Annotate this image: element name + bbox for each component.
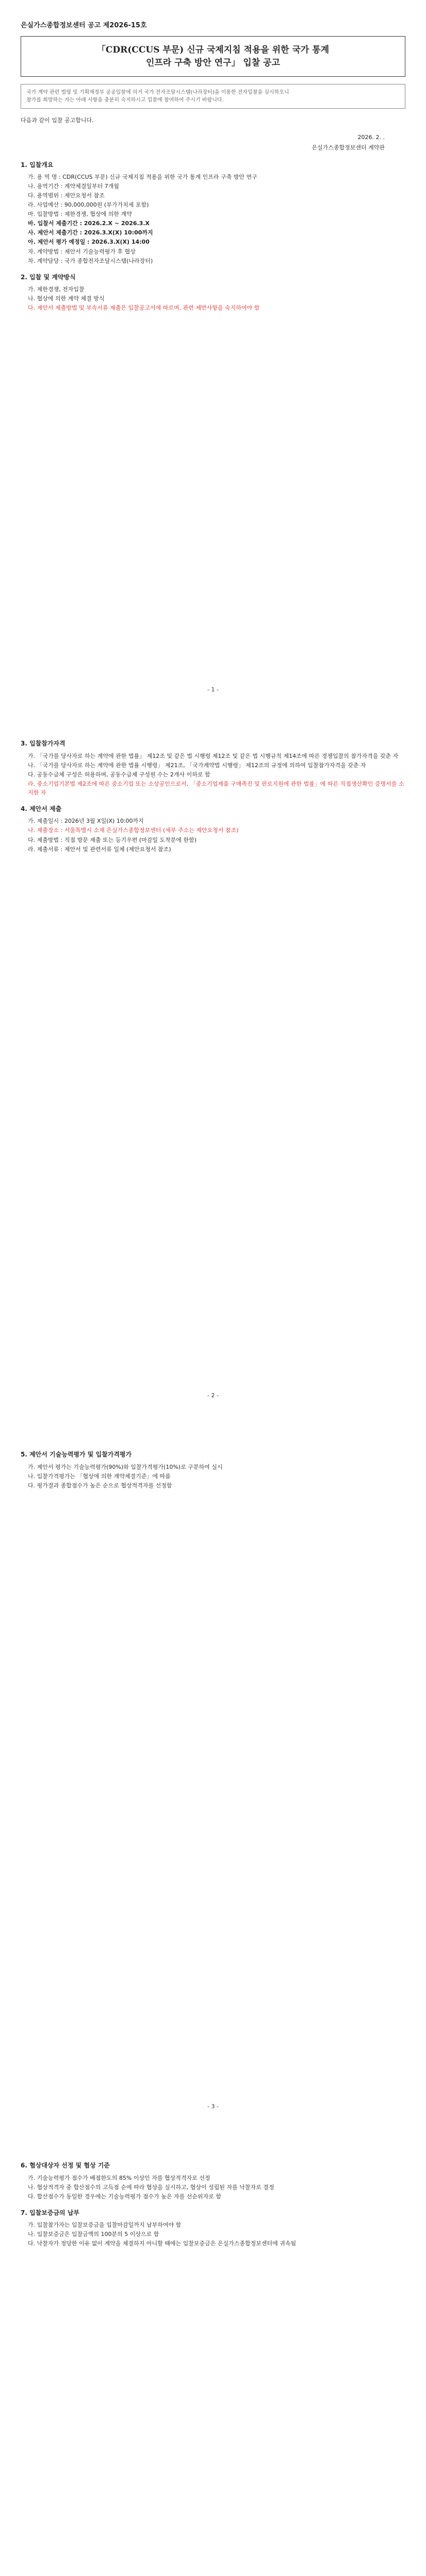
list-item: 다. 공동수급체 구성은 허용하며, 공동수급체 구성원 수는 2개사 이하로 함 (28, 771, 210, 778)
list-item: 나. 입찰가격평가는 「협상에 의한 계약체결기준」에 따름 (28, 1472, 171, 1480)
list-item: 아. 제안서 평가 예정일 : 2026.3.X(X) 14:00 (28, 239, 150, 246)
list-item: 나. 용역기간 : 계약체결일부터 7개월 (28, 183, 119, 190)
notice-org: 은실가스종합정보센터 계약관 (312, 144, 385, 151)
list-item: 나. 협상적격자 중 합산점수의 고득점 순에 따라 협상을 실시하고, 협상이 성립된 자를 낙찰자로 결정 (28, 2183, 274, 2191)
list-item: 다. 합산점수가 동일한 경우에는 기술능력평가 점수가 높은 자를 선순위자로 함 (28, 2193, 221, 2200)
section-heading: 2. 입찰 및 계약방식 (21, 273, 76, 281)
greeting: 다음과 같이 입찰 공고합니다. (21, 117, 94, 124)
list-item: 다. 낙찰자가 정당한 이유 없이 계약을 체결하지 아니할 때에는 입찰보증금은 은실가스종합정보센터에 귀속됨 (28, 2240, 297, 2247)
section-heading: 1. 입찰개요 (21, 161, 54, 168)
list-item: 가. 제안서 평가는 기술능력평가(90%)와 입찰가격평가(10%)로 구분하여 실시 (28, 1463, 223, 1470)
list-item: 다. 평가결과 종합점수가 높은 순으로 협상적격자를 선정함 (28, 1482, 172, 1489)
list-item: 가. 입찰참가자는 입찰보증금을 입찰마감일까지 납부하여야 함 (28, 2222, 182, 2229)
list-item: 다. 용역범위 : 제안요청서 참조 (28, 192, 105, 199)
list-item: 가. 용 역 명 : CDR(CCUS 부문) 신규 국제지침 적용을 위한 국가 통계 인프라 구축 방안 연구 (28, 174, 257, 181)
list-item: 다. 제안서 제출방법 및 부속서류 제출은 입찰공고서에 따르며, 관련 제반사항을 숙지하여야 함 (28, 304, 260, 312)
list-item: 라. 사업예산 : 90,000,000원 (부가가치세 포함) (28, 201, 149, 209)
section-heading: 4. 제안서 제출 (21, 805, 62, 812)
notice-date: 2026. 2. . (357, 134, 385, 141)
list-item: 가. 제출일시 : 2026년 3월 X일(X) 10:00까지 (28, 818, 144, 825)
list-item: 라. 중소기업기본법 제2조에 따른 중소기업 또는 소상공인으로서, 「중소기업제품 구매촉진 및 판로지원에 관한 법률」에 따른 직접생산확인 증명서를 소지한 자 (28, 780, 404, 796)
list-item: 라. 제출서류 : 제안서 및 관련서류 일체 (제안요청서 참조) (28, 845, 171, 853)
section-heading: 5. 제안서 기술능력평가 및 입찰가격평가 (21, 1451, 132, 1458)
list-item: 차. 계약담당 : 국가 종합전자조달시스템(나라장터) (28, 257, 153, 264)
document-title: 「CDR(CCUS 부문) 신규 국제지침 적용을 위한 국가 통계 인프라 구축 방안 연구」 입찰 공고 (21, 36, 405, 77)
page-number: - 1 - (207, 686, 219, 693)
list-item: 나. 「국가를 당사자로 하는 계약에 관한 법률 시행령」 제21조, 「국가계약법 시행령」 제12조의 규정에 의하여 입찰참가자격을 갖춘 자 (28, 761, 366, 769)
list-item: 가. 「국가를 당사자로 하는 계약에 관한 법률」 제12조 및 같은 법 시행령 제12조 및 같은 법 시행규칙 제14조에 따른 경쟁입찰의 참가자격을 갖춘 자 (28, 752, 399, 759)
page-1 (21, 21, 405, 313)
page-2 (21, 732, 405, 854)
section-heading: 7. 입찰보증금의 납부 (21, 2209, 80, 2216)
page-4 (21, 2154, 405, 2248)
list-item: 사. 제안서 제출기간 : 2026.3.X(X) 10:00까지 (28, 229, 153, 236)
page-3 (21, 1443, 405, 1490)
section-heading: 6. 협상대상자 선정 및 협상 기준 (21, 2162, 110, 2169)
list-item: 마. 입찰방법 : 제한경쟁, 협상에 의한 계약 (28, 211, 132, 218)
list-item: 가. 제한경쟁, 전자입찰 (28, 286, 85, 293)
intro-box: 국가 계약 관련 법령 및 기획재정부 공공입찰에 의거 국가 전자조달시스템(나라장터)을 이용한 전자입찰을 실시하오니 참가를 희망하는 자는 아래 사항을 충분히 숙지하시고 입찰에 참여하여 주시기 바랍니다. (21, 84, 405, 109)
section-heading: 3. 입찰참가자격 (21, 740, 65, 747)
page-number: - 3 - (207, 2103, 219, 2110)
notice-number: 은실가스종합정보센터 공고 제2026-15호 (21, 22, 147, 29)
list-item: 나. 입찰보증금은 입찰금액의 100분의 5 이상으로 함 (28, 2231, 159, 2238)
list-item: 바. 입찰서 제출기간 : 2026.2.X ~ 2026.3.X (28, 220, 150, 227)
list-item: 나. 협상에 의한 계약 체결 방식 (28, 295, 105, 302)
list-item: 자. 계약방법 : 제안서 기술능력평가 후 협상 (28, 248, 136, 255)
page-number: - 2 - (207, 1392, 219, 1399)
list-item: 다. 제출방법 : 직접 방문 제출 또는 등기우편 (마감일 도착분에 한함) (28, 836, 197, 843)
list-item: 가. 기술능력평가 점수가 배점한도의 85% 이상인 자를 협상적격자로 선정 (28, 2174, 210, 2181)
list-item: 나. 제출장소 : 서울특별시 소재 은실가스종합정보센터 (세부 주소는 제안요청서 참조) (28, 827, 239, 834)
